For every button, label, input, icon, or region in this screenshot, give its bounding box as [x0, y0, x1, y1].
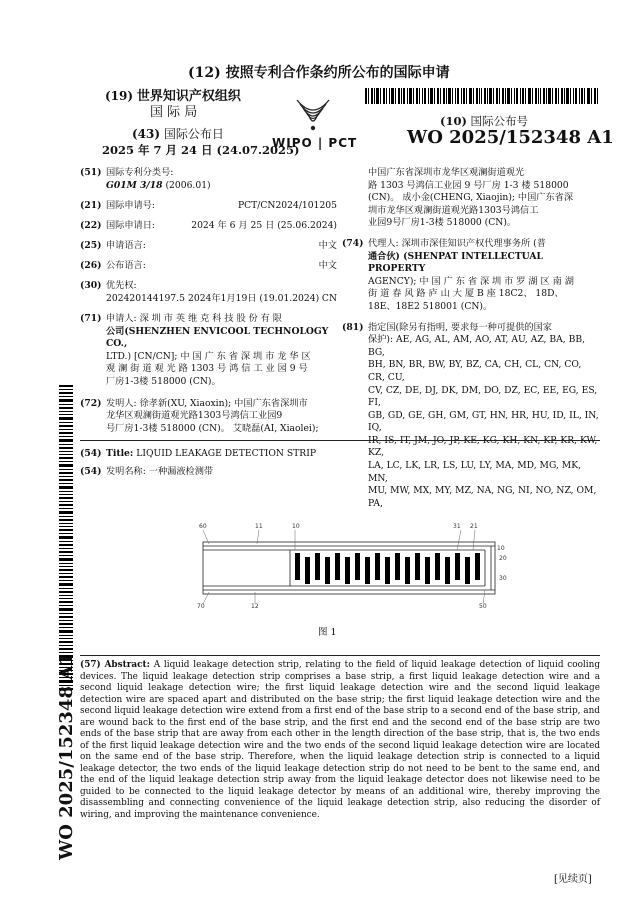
wipo-emblem-icon [283, 94, 343, 134]
abstract-label: Abstract: [104, 660, 150, 670]
section-divider [80, 440, 600, 441]
abstract-text: A liquid leakage detection strip, relating to the field of liquid leakage detection of liquid cooling devices. The liquid leakage detection strip comprises a base strip, a first liquid leakage detection wire and a second liquid leakage detection wire; the first liquid leakage detection wire and the second liquid leakage detection wire are spaced apart and distributed on the base strip; the first liquid leakage detection wire and the second liquid leakage detection wire extend from a first end of the base strip to a second end of the base strip, and are wound back to the first end of the base strip, and the first end and the second end of the base strip are two ends of the base strip that are away from each other in the length direction of the base strip, that is, the two ends of the first liquid leakage detection wire and the two ends of the second liquid leakage detection wire are located on the same end of the base strip. Therefore, when the liquid leakage detection strip is connected to a liquid leakage detector, the two ends of the liquid leakage detection strip do not need to be bent to the same end, and the end of the liquid leakage detection strip away from the liquid leakage detector does not likewise need to be guided to be connected to the liquid leakage detector by means of an additional wire, thereby improving the disassembling and connecting convenience of the liquid leakage detection strip, also reducing the disorder of wiring, and improving the maintenance convenience. [80, 660, 601, 820]
figure-label-10b: 10 [497, 545, 505, 552]
field-26: (26) 公布语言: 中文 [80, 260, 337, 271]
continued-on-next-page: [见续页] [554, 874, 592, 885]
org-subname: 国 际 局 [150, 105, 198, 120]
field-30: (30) 优先权: [80, 280, 137, 291]
publication-date-value: 2025 年 7 月 24 日 (24.07.2025) [102, 143, 300, 157]
field-25: (25) 申请语言: 中文 [80, 240, 337, 251]
field-81-designated-states: (81) 指定国(除另有指明, 要求每一种可提供的国家 保护): AE, AG, AL, AM, AO, AT, AU, AZ, BA, BB, BG, BH, BN, BR, BW, BY, BZ, CA, CH, CL, CN, CO, CR, CU, CV, CZ, DE, DJ, DK, DM, DO, DZ, EC, EE, EG, ES, FI, GB, GD, GE, GH, GM, GT, HN, HR, HU, ID, IL, IN, IQ, IR, IS, IT, JM, JO, JP, KE, KG, KH, KN, KP, KR, KW, KZ, LA, LC, LK, LR, LS, LU, LY, MA, MD, MG, MK, MN, MU, MW, MX, MY, MZ, NA, NG, NI, NO, NZ, OM, PA, [342, 321, 599, 509]
field-21: (21) 国际申请号: PCT/CN2024/101205 [80, 200, 337, 211]
priority-data: 202420144197.5 2024年1月19日 (19.01.2024) CN [106, 293, 337, 304]
figure-label-70: 70 [197, 603, 205, 610]
english-title: (54) Title: LIQUID LEAKAGE DETECTION STRIP [80, 448, 317, 459]
field-72-inventors: (72) 发明人: 徐孝新(XU, Xiaoxin); 中国广东省深圳市 龙华区观澜街道观光路1303号鸿信工业园9 号厂房1-3楼 518000 (CN)。 艾晓磊(AI, Xiaolei); [80, 397, 319, 434]
figure-label-30: 30 [499, 575, 507, 582]
figure-label-60: 60 [199, 523, 207, 530]
document-title: (12) 按照专利合作条约所公布的国际申请 [188, 65, 450, 81]
filing-date: 2024 年 6 月 25 日 (25.06.2024) [191, 220, 337, 231]
left-bibliographic-column [80, 167, 337, 435]
figure-label-21: 21 [470, 523, 478, 530]
field-22: (22) 国际申请日: 2024 年 6 月 25 日 (25.06.2024) [80, 220, 337, 231]
publication-number: WO 2025/152348 A1 [407, 127, 614, 148]
figure-label-11: 11 [255, 523, 263, 530]
figure-label-10: 10 [292, 523, 300, 530]
top-barcode [365, 88, 598, 104]
figure-label-50: 50 [479, 603, 487, 610]
title-section [80, 448, 600, 479]
field-51: (51) 国际专利分类号: [80, 167, 174, 178]
vertical-publication-number: WO 2025/152348 A1 [56, 653, 77, 860]
field-74-agent: (74) 代理人: 深圳市深佳知识产权代理事务所 (普 通合伙) (SHENPAT INTELLECTUAL PROPERTY AGENCY); 中 国 广 东 省 深 圳 市 罗 湖 区 南 湖 街 道 春 风 路 庐 山 大 厦 B 座 18C2、 18D、 18E、18E2 518001 (CN)。 [342, 237, 574, 312]
org-name: 世界知识产权组织 [136, 89, 241, 104]
ipc-classification: G01M 3/18 (2006.01) [106, 180, 211, 191]
figure-caption: 图 1 [318, 627, 337, 638]
figure-label-20: 20 [499, 555, 507, 562]
figure-label-12: 12 [251, 603, 259, 610]
publication-number-label: (10) 国际公布号 [440, 114, 529, 128]
inventors-continued: 中国广东省深圳市龙华区观澜街道观光 路 1303 号鸿信工业园 9 号厂房 1-3 楼 518000 (CN)。 成小金(CHENG, Xiaojin); 中国广东省深 圳市龙华区观澜街道观光路1303号鸿信工 业园9号厂房1-3楼 518000 (CN)。 [368, 167, 574, 229]
abstract-divider [80, 655, 600, 656]
patent-drawing [195, 520, 515, 610]
org-field-number: (19) [105, 89, 134, 103]
abstract [80, 660, 600, 821]
field-71-applicant: (71) 申请人: 深 圳 市 英 维 克 科 技 股 份 有 限 公司(SHENZHEN ENVICOOL TECHNOLOGY CO., LTD.) [CN/CN]; 中 国 广 东 省 深 圳 市 龙 华 区 观 澜 街 道 观 光 路 1303 号 鸿 信 工 业 园 9 号 厂房1-3楼 518000 (CN)。 [80, 313, 329, 387]
publication-date-label: (43) 国际公布日 [132, 127, 224, 141]
leakage-strip-drawing [195, 520, 515, 610]
figure-label-31: 31 [453, 523, 461, 530]
chinese-title: (54) 发明名称: 一种漏液检测带 [80, 466, 214, 477]
side-barcode [59, 385, 73, 690]
abstract-field-number: (57) [80, 660, 101, 670]
application-number: PCT/CN2024/101205 [237, 200, 337, 211]
wipo-logo-text: WIPO | PCT [272, 136, 358, 150]
